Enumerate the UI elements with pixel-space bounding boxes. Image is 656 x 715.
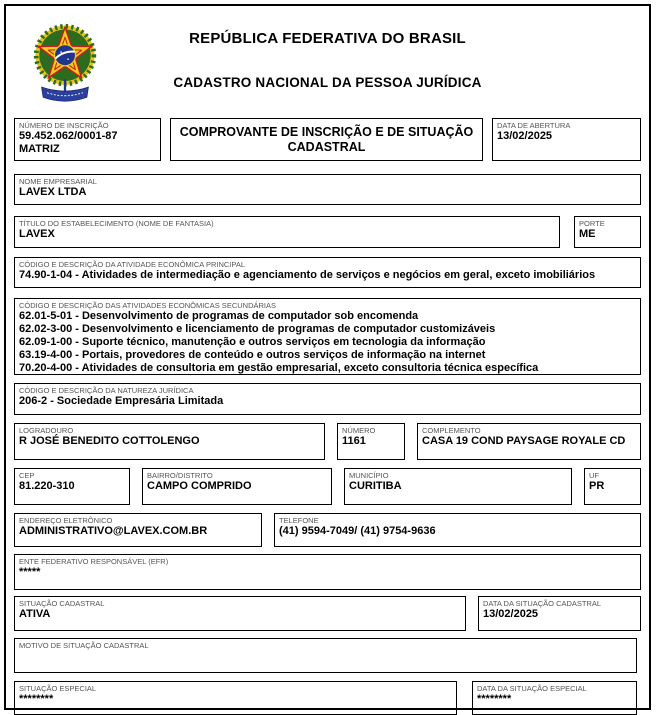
field-label: CÓDIGO E DESCRIÇÃO DA NATUREZA JURÍDICA — [19, 386, 194, 395]
field-atividade-principal — [14, 257, 641, 288]
field-endereco-eletronico — [14, 513, 262, 547]
row-motivo — [14, 638, 637, 673]
field-value: R JOSÉ BENEDITO COTTOLENGO — [19, 435, 200, 447]
field-motivo-situacao — [14, 638, 637, 673]
field-value: ATIVA — [19, 608, 51, 620]
row-situacao-especial — [14, 681, 637, 715]
field-telefone — [274, 513, 641, 547]
field-logradouro — [14, 423, 325, 460]
row-natureza-juridica — [14, 383, 641, 415]
field-data-situacao-especial — [472, 681, 637, 715]
field-value: ******** — [19, 693, 54, 705]
brazil-coat-of-arms-icon — [26, 20, 104, 106]
field-label: LOGRADOURO — [19, 426, 74, 435]
field-municipio — [344, 468, 572, 505]
secondary-activity-item: 62.01-5-01 - Desenvolvimento de programas de computador sob encomenda — [19, 310, 419, 322]
row-cep-municipio — [14, 468, 641, 505]
field-label: CEP — [19, 471, 35, 480]
secondary-activity-item: 63.19-4-00 - Portais, provedores de conteúdo e outros serviços de informação na internet — [19, 349, 486, 361]
field-label: NOME EMPRESARIAL — [19, 177, 97, 186]
field-label: CÓDIGO E DESCRIÇÃO DAS ATIVIDADES ECONÔMICAS SECUNDÁRIAS — [19, 301, 276, 310]
field-value: 206-2 - Sociedade Empresária Limitada — [19, 395, 224, 407]
secondary-activity-item: 62.09-1-00 - Suporte técnico, manutenção e outros serviços em tecnologia da informação — [19, 336, 486, 348]
field-uf — [584, 468, 641, 505]
field-value: ******** — [477, 693, 512, 705]
field-value: LAVEX — [19, 228, 55, 240]
field-situacao-especial — [14, 681, 457, 715]
field-atividades-secundarias — [14, 298, 641, 375]
field-value: ME — [579, 228, 596, 240]
field-label: BAIRRO/DISTRITO — [147, 471, 213, 480]
row-nome-empresarial — [14, 174, 641, 205]
field-nome-empresarial — [14, 174, 641, 205]
field-numero-inscricao — [14, 118, 161, 161]
field-value: 59.452.062/0001-87 — [19, 130, 118, 142]
field-porte — [574, 216, 641, 248]
row-atividades-secundarias — [14, 298, 641, 375]
field-label: TÍTULO DO ESTABELECIMENTO (NOME DE FANTASIA) — [19, 219, 214, 228]
field-value: LAVEX LTDA — [19, 186, 87, 198]
field-value: 74.90-1-04 - Atividades de intermediação e agenciamento de serviços e negócios em geral, exceto imobiliários — [19, 269, 596, 281]
row-efr — [14, 554, 641, 590]
republic-title: REPÚBLICA FEDERATIVA DO BRASIL — [189, 30, 466, 47]
field-complemento — [417, 423, 641, 460]
field-label: SITUAÇÃO ESPECIAL — [19, 684, 97, 693]
field-label: UF — [589, 471, 599, 480]
field-numero — [337, 423, 405, 460]
field-value: ADMINISTRATIVO@LAVEX.COM.BR — [19, 525, 208, 537]
field-cep — [14, 468, 130, 505]
field-value: 81.220-310 — [19, 480, 75, 492]
field-value: 13/02/2025 — [497, 130, 553, 142]
field-label: SITUAÇÃO CADASTRAL — [19, 599, 105, 608]
secondary-activity-item: 62.02-3-00 - Desenvolvimento e licenciamento de programas de computador customizáveis — [19, 323, 496, 335]
certificate-title-box — [170, 118, 483, 161]
row-situacao-cadastral — [14, 596, 641, 631]
field-efr — [14, 554, 641, 590]
field-label: NÚMERO — [342, 426, 376, 435]
field-situacao-cadastral — [14, 596, 466, 631]
cnpj-certificate-page — [4, 4, 651, 710]
field-value: CASA 19 COND PAYSAGE ROYALE CD — [422, 435, 626, 447]
field-value: PR — [589, 480, 605, 492]
secondary-activity-item: 70.20-4-00 - Atividades de consultoria em gestão empresarial, exceto consultoria técnica específica — [19, 362, 539, 374]
field-label: DATA DA SITUAÇÃO ESPECIAL — [477, 684, 587, 693]
row-fantasia-porte — [14, 216, 641, 248]
document-header — [14, 6, 641, 112]
field-label: ENTE FEDERATIVO RESPONSÁVEL (EFR) — [19, 557, 169, 566]
field-data-abertura — [492, 118, 641, 161]
row-contato — [14, 513, 641, 547]
field-value: ***** — [19, 566, 41, 578]
field-value: CAMPO COMPRIDO — [147, 480, 252, 492]
field-label: PORTE — [579, 219, 605, 228]
field-label: DATA DA SITUAÇÃO CADASTRAL — [483, 599, 602, 608]
certificate-title-line1: COMPROVANTE DE INSCRIÇÃO E DE SITUAÇÃO — [179, 124, 474, 139]
field-label: CÓDIGO E DESCRIÇÃO DA ATIVIDADE ECONÔMICA PRINCIPAL — [19, 260, 246, 269]
field-value: (41) 9594-7049/ (41) 9754-9636 — [279, 525, 436, 537]
field-label: TELEFONE — [279, 516, 319, 525]
field-value-matriz: MATRIZ — [19, 143, 60, 155]
field-label: NÚMERO DE INSCRIÇÃO — [19, 121, 109, 130]
field-value: 1161 — [342, 435, 366, 447]
field-value: CURITIBA — [349, 480, 402, 492]
field-bairro — [142, 468, 332, 505]
row-atividade-principal — [14, 257, 641, 288]
field-label: MOTIVO DE SITUAÇÃO CADASTRAL — [19, 641, 149, 650]
cnpj-title: CADASTRO NACIONAL DA PESSOA JURÍDICA — [173, 75, 482, 90]
field-label: MUNICÍPIO — [349, 471, 389, 480]
field-data-situacao-cadastral — [478, 596, 641, 631]
field-natureza-juridica — [14, 383, 641, 415]
row-inscricao — [14, 118, 641, 161]
row-endereco — [14, 423, 641, 460]
field-value: 13/02/2025 — [483, 608, 539, 620]
certificate-title-line2: CADASTRAL — [287, 139, 366, 154]
field-label: COMPLEMENTO — [422, 426, 481, 435]
field-label: DATA DE ABERTURA — [497, 121, 571, 130]
field-label: ENDEREÇO ELETRÔNICO — [19, 516, 113, 525]
field-nome-fantasia — [14, 216, 560, 248]
